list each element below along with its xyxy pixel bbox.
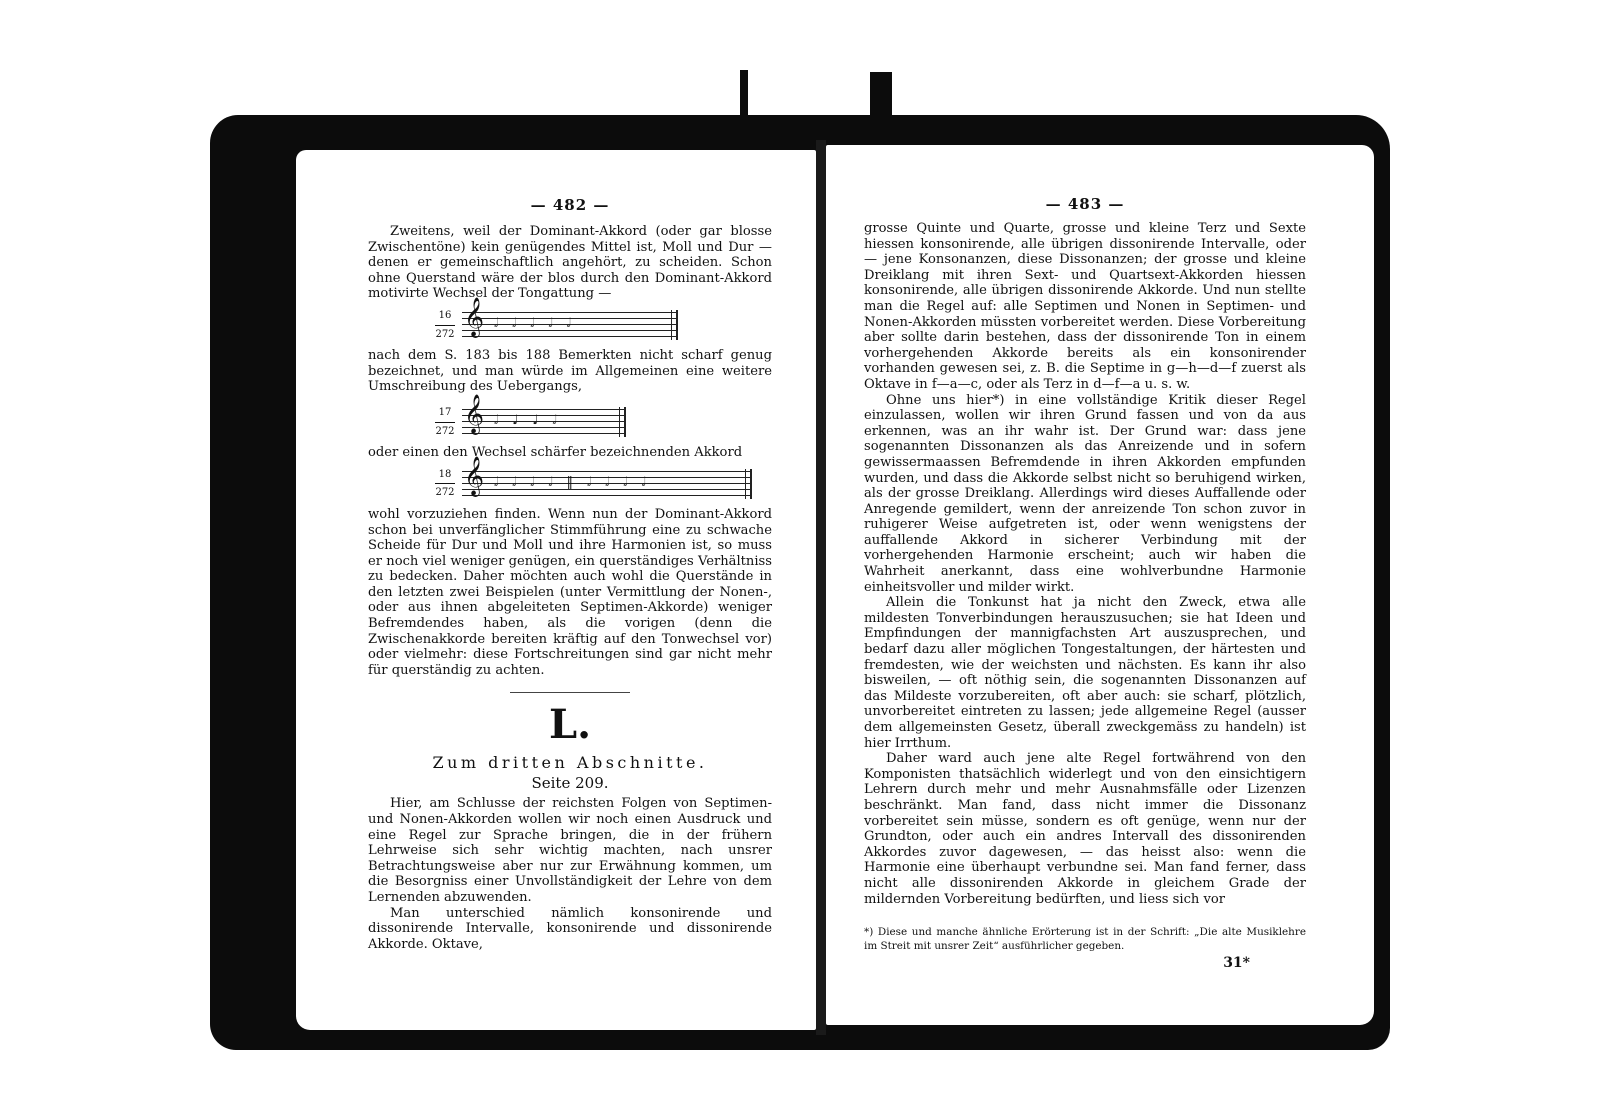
left-page: [296, 150, 816, 1030]
paragraph: Daher ward auch jene alte Regel fortwährend von den Komponisten thatsächlich widerlegt und von den einsichtigern Lehrern durch mehr und mehr Ausnahmsfälle oder Lizenzen beschränkt. Man fand, dass nicht immer die Dissonanz vorbereitet sein müsse, sondern es oft genüge, wenn nur der Grundton, oder auch ein andres Intervall des dissonirenden Akkordes zuvor dagewesen, — das heisst also: wenn die Harmonie eine überhaupt verbundne sei. Man fand ferner, dass nicht alle dissonirenden Akkorde in gleichem Grade der mildernden Vorbereitung bedürften, und liess sich vor: [864, 751, 1306, 907]
treble-clef-icon: 𝄞: [464, 394, 485, 435]
paragraph: Hier, am Schlusse der reichsten Folgen von Septimen- und Nonen-Akkorden wollen wir noch einen Ausdruck und eine Regel zur Sprache bringen, die in der frühern Lehrweise sich sehr wichtig machten, nach unsrer Betrachtungsweise aber nur zur Erwähnung kommen, um die Besorgniss einer Unvollständigkeit der Lehre von dem Lernenden abzuwenden.: [368, 796, 772, 905]
signature-mark: 31*: [1223, 955, 1250, 972]
final-barline: [745, 469, 752, 499]
binding-tab-left: [740, 70, 748, 130]
paragraph: wohl vorzuziehen finden. Wenn nun der Dominant-Akkord schon bei unverfänglicher Stimmführung eine zu schwache Scheide für Dur und Moll und ihre Harmonien ist, so muss er noch viel weniger genügen, ein querständiges Verhältniss zu bedecken. Daher möchten auch wohl die Querstände in den letzten zwei Beispielen (unter Vermittlung der Nonen-, oder aus ihnen abgeleiteten Septimen-Akkorde) weniger Befremdendes haben, als die vorigen (denn die Zwischenakkorde bereiten kräftig auf den Tonwechsel vor) oder vielmehr: diese Fortschreitungen sind gar nicht mehr für querständig zu achten.: [368, 506, 772, 678]
music-example-16: [434, 297, 772, 342]
section-heading: Zum dritten Abschnitte.: [432, 753, 708, 773]
music-example-18: [434, 455, 772, 501]
paragraph: Zweitens, weil der Dominant-Akkord (oder gar blosse Zwischentöne) kein genügendes Mittel ist, Moll und Dur — denen er gemeinschaftlich angehört, zu scheiden. Schon ohne Querstand wäre der blos durch den Dominant-Akkord motivirte Wechsel der Tongattung —: [368, 224, 772, 302]
section-divider: [510, 692, 630, 693]
treble-clef-icon: 𝄞: [464, 297, 485, 338]
page-gutter: [816, 140, 826, 1035]
paragraph: Ohne uns hier*) in eine vollständige Kritik dieser Regel einzulassen, wollen wir ihren Grund fassen und von da aus erkennen, was an ihr wahr ist. Der Grund war: dass jene sogenannten Dissonanzen als das Anreizende und in sofern gewissermaassen Befremdende in ihren Akkorden empfunden wurden, und dass die Akkorde selbst nicht so beruhigend wirken, als der grosse Dreiklang. Allerdings wird dieses Auffallende oder Anregende gemildert, wenn der anreizende Ton schon zuvor in ruhigerer Weise aufgetreten ist, oder wenn wenigstens der auffallende Akkord in sicherer Verbindung mit der vorhergehenden Harmonie erscheint; auch wir haben die Wahrheit anerkannt, dass eine wohlverbundne Harmonie einheitsvoller und milder wirkt.: [864, 392, 1306, 595]
section-letter: L.: [548, 701, 592, 749]
final-barline: [619, 407, 626, 437]
page-number-left: — 482 —: [530, 196, 610, 214]
section-subheading: Seite 209.: [531, 774, 609, 793]
treble-clef-icon: 𝄞: [464, 455, 485, 496]
final-barline: [671, 310, 678, 340]
chord-notes: 𝅗𝅥♩♩𝅗𝅥: [494, 413, 571, 429]
chord-notes: 𝅗𝅥𝅗𝅥𝅗𝅥𝅗𝅥𝅗𝅥: [494, 316, 585, 332]
paragraph: Man unterschied nämlich konsonirende und dissonirende Intervalle, konsonirende und dissonirende Akkorde. Oktave,: [368, 905, 772, 952]
example-reference: 17 272: [435, 406, 455, 437]
binding-tab-right: [870, 72, 892, 132]
right-page: [826, 145, 1374, 1025]
paragraph: Allein die Tonkunst hat ja nicht den Zweck, etwa alle mildesten Tonverbindungen herauszusuchen; sie hat Ideen und Empfindungen der mannigfachsten Art auszusprechen, und bedarf dazu aller möglichen Tongestaltungen, der härtesten und fremdesten, wie der weichsten und nächsten. Es kann ihr also bisweilen, — oft nöthig sein, die sogenannten Dissonanzen auf das Mildeste vorzubereiten, oft aber auch: sie scharf, plötzlich, unvorbereitet eintreten zu lassen; jede allgemeine Regel (ausser dem allgemeinsten Gesetz, überall zweckgemäss zu handeln) ist hier Irrthum.: [864, 595, 1306, 751]
music-staff: [462, 455, 752, 501]
footnote: *) Diese und manche ähnliche Erörterung ist in der Schrift: „Die alte Musiklehre im Streit mit unsrer Zeit“ ausführlicher gegeben.: [864, 926, 1306, 953]
paragraph: oder einen den Wechsel schärfer bezeichnenden Akkord: [368, 445, 743, 461]
example-reference: 18 272: [435, 468, 455, 499]
chord-notes: 𝅗𝅥𝅗𝅥𝅗𝅥𝅗𝅥‖𝅗𝅥𝅗𝅥𝅗𝅥𝅗𝅥: [494, 474, 660, 490]
paragraph: grosse Quinte und Quarte, grosse und kleine Terz und Sexte hiessen konsonirende, alle übrigen dissonirende Intervalle, oder — jene Konsonanzen, diese Dissonanzen; der grosse und kleine Dreiklang mit ihren Sext- und Quartsext-Akkorden hiessen konsonirende, alle übrigen dissonirende Akkorde. Und nun stellte man die Regel auf: alle Septimen und Nonen in Septimen- und Nonen-Akkorden müssten vorbereitet werden. Diese Vorbereitung aber sollte darin bestehen, dass der dissonirende Ton in einem vorhergehenden Akkorde bereits als ein konsonirender vorhanden gewesen sei, z. B. die Septime in g—h—d—f zuerst als Oktave in f—a—c, oder als Terz in d—f—a u. s. w.: [864, 221, 1306, 392]
example-reference: 16 272: [435, 309, 455, 340]
music-example-17: [434, 394, 772, 439]
music-staff: [462, 297, 678, 342]
music-staff: [462, 394, 626, 439]
paragraph: nach dem S. 183 bis 188 Bemerkten nicht scharf genug bezeichnet, und man würde im Allgemeinen eine weitere Umschreibung des Uebergangs,: [368, 348, 772, 395]
page-number-right: — 483 —: [1045, 195, 1125, 213]
